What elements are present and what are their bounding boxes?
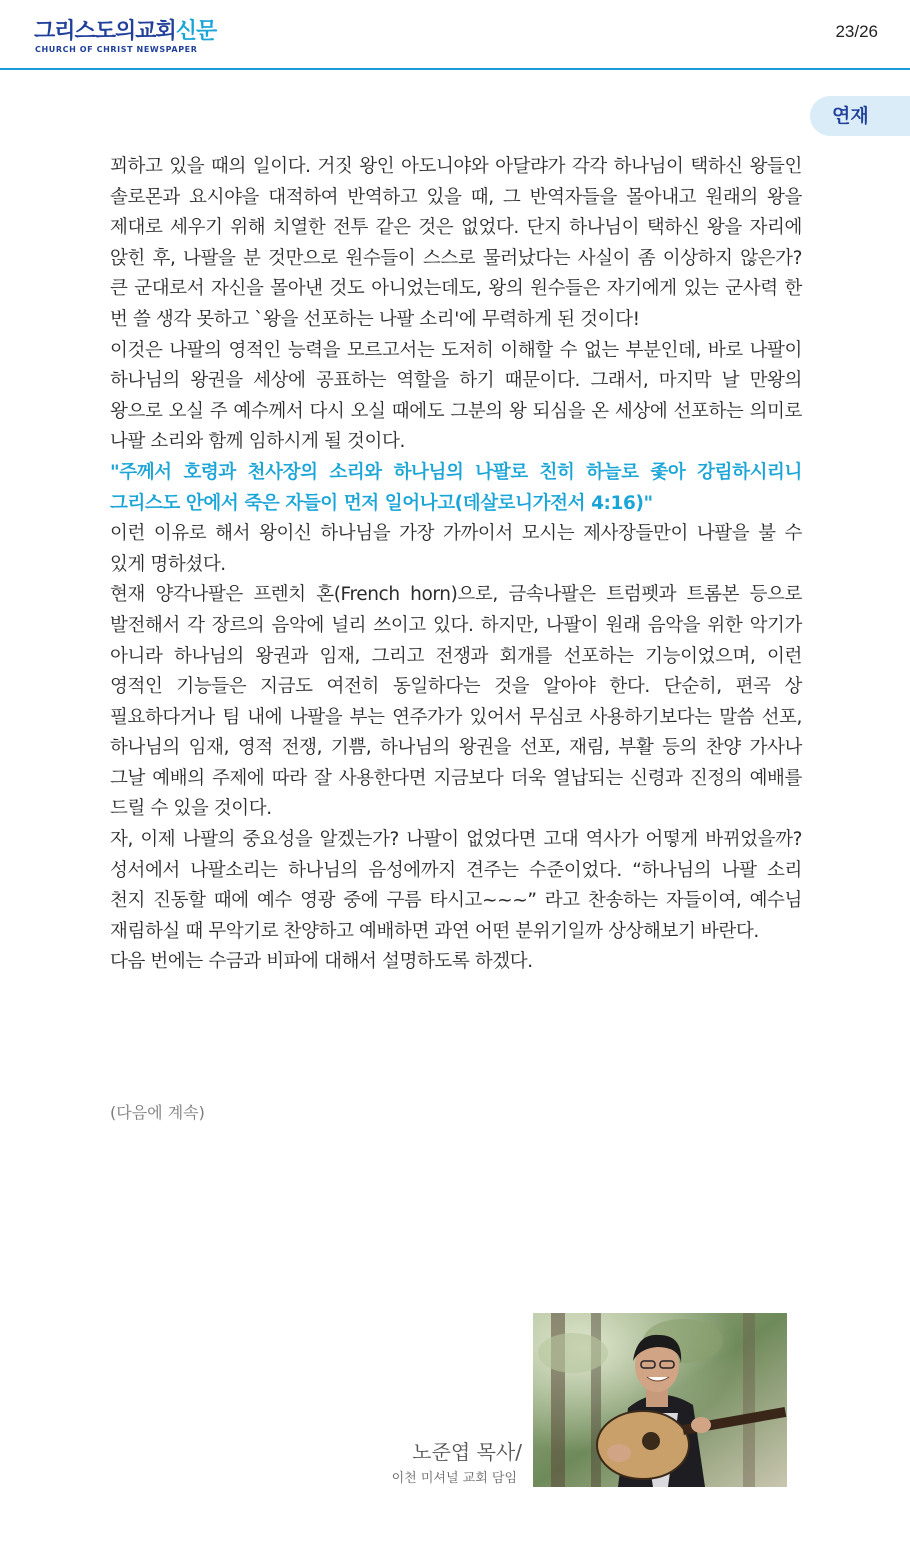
page-number: 23/26 [835, 22, 878, 41]
author-title: 이천 미셔널 교회 담임 [391, 1471, 517, 1486]
article-paragraph: 이것은 나팔의 영적인 능력을 모르고서는 도저히 이해할 수 없는 부분인데, 바로 나팔이 하나님의 왕권을 세상에 공표하는 역할을 하기 때문이다. 그래서, 마지막 날 만왕의 왕으로 오실 주 예수께서 다시 오실 때에도 그분의 왕 되심을 온 세상에 선포하는 의미로 나팔 소리와 함께 임하시게 될 것이다. [110, 339, 802, 453]
scripture-quote: "주께서 호령과 천사장의 소리와 하나님의 나팔로 친히 하늘로 좇아 강림하시리니 그리스도 안에서 죽은 자들이 먼저 일어나고(데살로니가전서 4:16)" [110, 461, 802, 514]
article-paragraph: 꾀하고 있을 때의 일이다. 거짓 왕인 아도니야와 아달랴가 각각 하나님이 택하신 왕들인 솔로몬과 요시야을 대적하여 반역하고 있을 때, 그 반역자들을 몰아내고 원래의 왕을 제대로 세우기 위해 치열한 전투 같은 것은 없었다. 단지 하나님이 택하신 왕을 자리에 앉힌 후, 나팔을 분 것만으로 원수들이 스스로 물러났다는 사실이 좀 이상하지 않은가? 큰 군대로서 자신을 몰아낸 것도 아니었는데도, 왕의 원수들은 자기에게 있는 군사력 한 번 쓸 생각 못하고 `왕을 선포하는 나팔 소리'에 무력하게 된 것이다! [110, 156, 802, 330]
section-tab-serial: 연재 [810, 96, 910, 136]
article-paragraph: 현재 양각나팔은 프렌치 혼(French horn)으로, 금속나팔은 트럼펫과 트롬본 등으로 발전해서 각 장르의 음악에 널리 쓰이고 있다. 하지만, 나팔이 원래 음악을 위한 악기가 아니라 하나님의 왕권과 임재, 그리고 전쟁과 회개를 선포하는 기능이었으며, 이런 영적인 기능들은 지금도 여전히 동일하다는 것을 알아야 한다. 단순히, 편곡 상 필요하다거나 팀 내에 나팔을 부는 연주가가 있어서 무심코 사용하기보다는 말씀 선포, 하나님의 임재, 영적 전쟁, 기쁨, 하나님의 왕권을 선포, 재림, 부활 등의 찬양 가사나 그날 예배의 주제에 따라 잘 사용한다면 지금보다 더욱 열납되는 신령과 진정의 예배를 드릴 수 있을 것이다. [110, 584, 802, 820]
article-paragraph: 자, 이제 나팔의 중요성을 알겠는가? 나팔이 없었다면 고대 역사가 어떻게 바뀌었을까? 성서에서 나팔소리는 하나님의 음성에까지 견주는 수준이었다. “하나님의 나팔 소리 천지 진동할 때에 예수 영광 중에 구름 타시고~~~” 라고 찬송하는 자들이여, 예수님 재림하실 때 무악기로 찬양하고 예배하면 과연 어떤 분위기일까 상상해보기 바란다. [110, 829, 802, 942]
author-name: 노준엽 목사/ [412, 1440, 522, 1464]
article-paragraph: 이런 이유로 해서 왕이신 하나님을 가장 가까이서 모시는 제사장들만이 나팔을 불 수 있게 명하셨다. [110, 523, 802, 575]
logo-text-main: 그리스도의교회 [34, 19, 176, 44]
article-paragraph: 다음 번에는 수금과 비파에 대해서 설명하도록 하겠다. [110, 951, 533, 973]
to-be-continued-note: (다음에 계속) [110, 1103, 205, 1122]
logo-english-subtitle: CHURCH OF CHRIST NEWSPAPER [35, 45, 198, 54]
newspaper-logo[interactable] [34, 20, 216, 44]
guitarist-portrait-image [533, 1313, 787, 1487]
page-header [0, 0, 910, 70]
article-body [110, 152, 802, 978]
logo-text-accent: 신문 [175, 19, 217, 44]
author-photo [533, 1313, 787, 1487]
